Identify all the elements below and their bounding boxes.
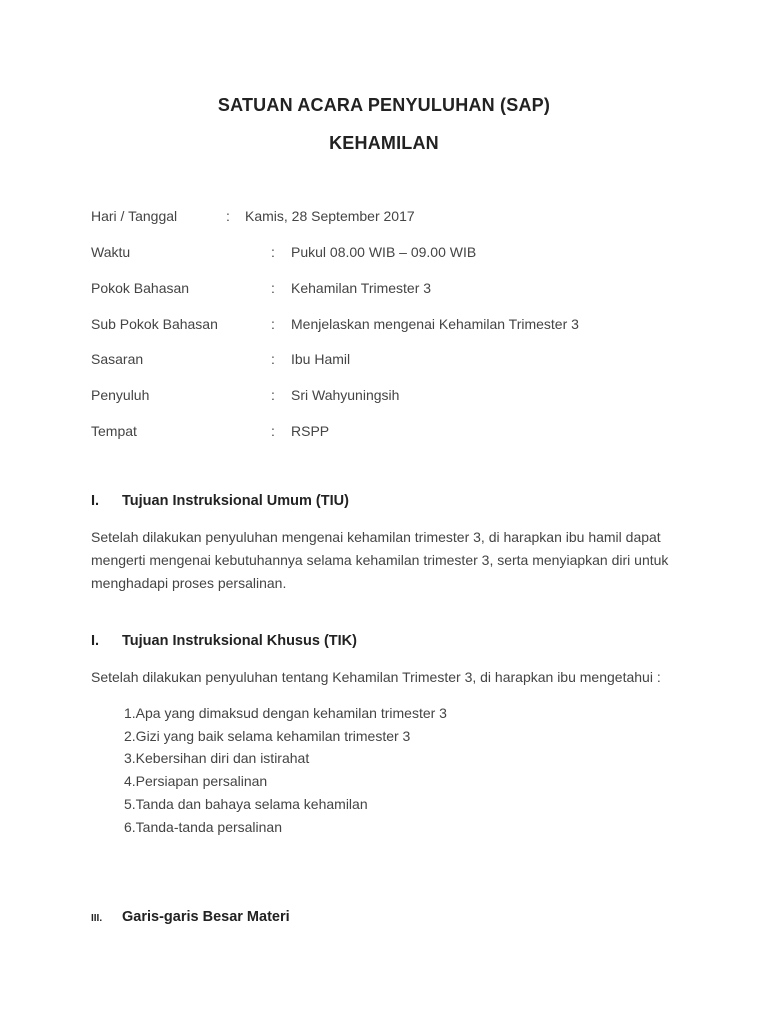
info-colon: : (271, 423, 275, 439)
info-value: Menjelaskan mengenai Kehamilan Trimester 3 (291, 316, 579, 332)
section-paragraph-tiu: Setelah dilakukan penyuluhan mengenai kehamilan trimester 3, di harapkan ibu hamil dapat mengerti mengenai kebutuhannya selama kehamilan trimester 3, serta menyiapkan diri untuk menghadapi proses persalinan. (91, 529, 669, 591)
info-colon: : (271, 280, 275, 296)
info-value: Kamis, 28 September 2017 (245, 208, 415, 224)
info-label: Waktu (91, 244, 131, 260)
section-number: III. (91, 913, 103, 924)
list-item: 2.Gizi yang baik selama kehamilan trimester 3 (124, 728, 411, 744)
info-label: Penyuluh (91, 387, 150, 403)
section-title: Tujuan Instruksional Khusus (TIK) (122, 633, 357, 649)
info-value: Ibu Hamil (291, 351, 351, 367)
section-paragraph-tik: Setelah dilakukan penyuluhan tentang Kehamilan Trimester 3, di harapkan ibu mengetahui : (91, 669, 661, 685)
info-colon: : (226, 208, 230, 224)
info-label: Tempat (91, 423, 137, 439)
info-label: Hari / Tanggal (91, 208, 178, 224)
info-colon: : (271, 244, 275, 260)
info-label: Sasaran (91, 351, 144, 367)
info-colon: : (271, 351, 275, 367)
info-label: Pokok Bahasan (91, 280, 190, 296)
info-colon: : (271, 387, 275, 403)
document-title: SATUAN ACARA PENYULUHAN (SAP) (217, 95, 551, 115)
list-item: 6.Tanda-tanda persalinan (124, 819, 283, 835)
info-colon: : (271, 316, 275, 332)
info-value: RSPP (291, 423, 330, 439)
document-subtitle: KEHAMILAN (329, 133, 439, 153)
list-item: 1.Apa yang dimaksud dengan kehamilan trimester 3 (124, 705, 447, 721)
info-label: Sub Pokok Bahasan (91, 316, 218, 332)
section-title: Tujuan Instruksional Umum (TIU) (122, 493, 349, 509)
section-title: Garis-garis Besar Materi (122, 909, 290, 925)
list-item: 5.Tanda dan bahaya selama kehamilan (124, 796, 368, 812)
info-value: Kehamilan Trimester 3 (291, 280, 432, 296)
info-value: Sri Wahyuningsih (291, 387, 400, 403)
list-item: 4.Persiapan persalinan (124, 773, 268, 789)
section-number: I. (91, 493, 100, 509)
info-value: Pukul 08.00 WIB – 09.00 WIB (291, 244, 477, 260)
section-number: I. (91, 633, 100, 649)
list-item: 3.Kebersihan diri dan istirahat (124, 750, 310, 766)
